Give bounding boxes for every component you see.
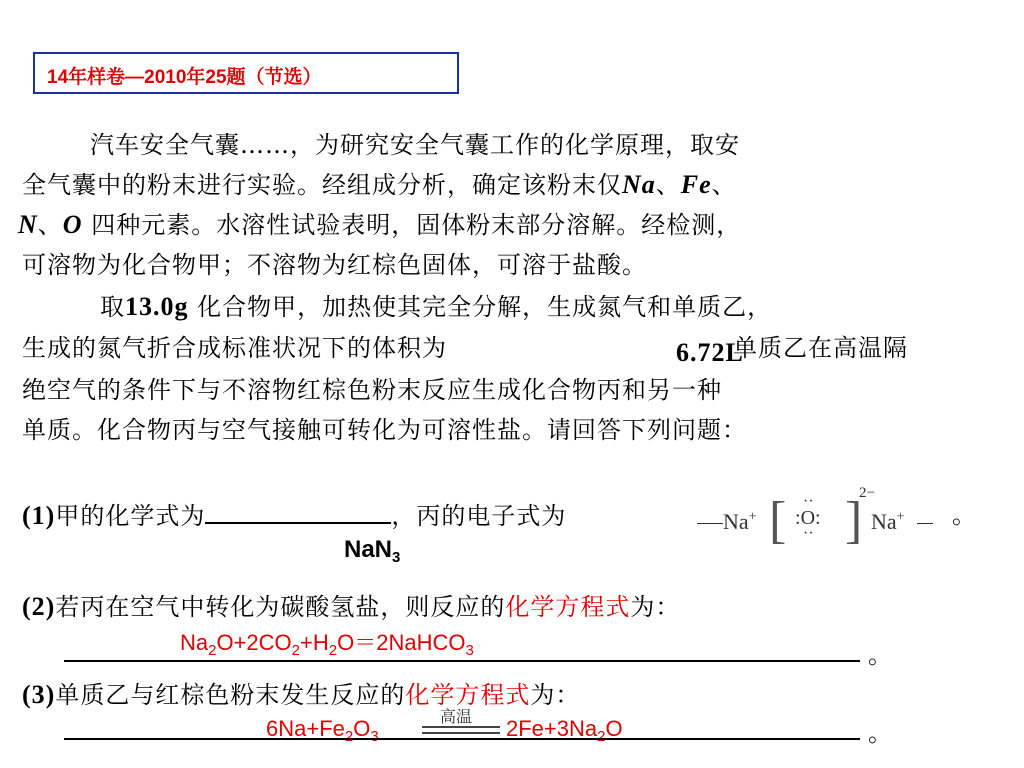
q3-end-mark: 。 bbox=[868, 719, 893, 747]
right-bracket: ] bbox=[845, 492, 863, 549]
sodium-ion: Na+ bbox=[723, 509, 757, 534]
q1-answer bbox=[344, 536, 400, 566]
question-text: 单质乙与红棕色粉末发生反应的 bbox=[55, 681, 406, 709]
q1-answer-sub: 3 bbox=[392, 549, 401, 566]
passage-text: 全气囊中的粉末进行实验。经组成分析，确定该粉末仅 bbox=[22, 171, 622, 199]
q3-answer-right: $2Fe+3Na_2O$ bbox=[506, 716, 623, 745]
header-tag-box bbox=[33, 52, 459, 94]
element-fe: Fe bbox=[680, 170, 712, 199]
passage-line-7: 绝空气的条件下与不溶物红棕色粉末反应生成化合物丙和另一种 bbox=[22, 376, 722, 404]
question-1 bbox=[22, 500, 566, 531]
header-tag: 14年样卷—2010年25题（节选） bbox=[47, 67, 322, 88]
passage-text: 四种元素。水溶性试验表明，固体粉末部分溶解。经检测， bbox=[82, 211, 742, 239]
q1-end-mark: 。 bbox=[952, 501, 977, 529]
passage-line-6b: 单质乙在高温隔 bbox=[733, 334, 908, 362]
q1-answer-text: NaN bbox=[344, 536, 393, 563]
separator: 、 bbox=[37, 211, 63, 239]
passage-line-3 bbox=[18, 210, 741, 240]
volume-value: 6.72L bbox=[676, 338, 744, 367]
oxygen-atom: :O: bbox=[795, 507, 821, 529]
highlight-text: 化学方程式 bbox=[405, 681, 531, 709]
question-2 bbox=[22, 592, 680, 622]
element-o: O bbox=[62, 210, 83, 239]
q2-end-mark: 。 bbox=[868, 641, 893, 669]
passage-text: 取 bbox=[100, 293, 125, 321]
question-text: 若丙在空气中转化为碳酸氢盐，则反应的 bbox=[55, 593, 506, 621]
passage-line-1: 汽车安全气囊……，为研究安全气囊工作的化学原理，取安 bbox=[90, 131, 740, 159]
highlight-text: 化学方程式 bbox=[505, 593, 631, 621]
separator: 、 bbox=[711, 171, 737, 199]
sodium-ion: Na+ bbox=[871, 509, 905, 534]
question-text: 为： bbox=[630, 593, 681, 621]
question-text: 甲的化学式为 bbox=[55, 502, 206, 530]
question-3 bbox=[22, 680, 580, 710]
mass-value: 13.0g bbox=[125, 292, 189, 321]
passage-line-5 bbox=[100, 292, 772, 322]
answer-line bbox=[64, 738, 860, 740]
separator: 、 bbox=[655, 171, 681, 199]
equals-sign-top bbox=[422, 726, 500, 728]
question-number: (1) bbox=[22, 501, 56, 530]
answer-line bbox=[64, 660, 860, 662]
q3-answer-left: $6Na+Fe_2O_3$ bbox=[266, 716, 379, 745]
passage-text: 化合物甲，加热使其完全分解，生成氮气和单质乙， bbox=[188, 293, 773, 321]
left-bracket: [ bbox=[769, 492, 787, 549]
element-na: Na bbox=[622, 170, 656, 199]
question-number: (3) bbox=[22, 680, 56, 709]
passage-line-8: 单质。化合物丙与空气接触可转化为可溶性盐。请回答下列问题： bbox=[22, 416, 747, 444]
passage-line-6a: 生成的氮气折合成标准状况下的体积为 bbox=[22, 334, 447, 362]
answer-blank bbox=[205, 500, 391, 524]
electron-dots-bottom: ·· bbox=[803, 525, 814, 542]
question-number: (2) bbox=[22, 592, 56, 621]
electron-dots-top: ·· bbox=[803, 493, 814, 510]
question-text: 为： bbox=[530, 681, 581, 709]
charge-label: 2− bbox=[859, 485, 875, 501]
q2-answer: $Na_2O+2CO_2+H_2O=2NaHCO_3$ bbox=[180, 630, 474, 659]
reaction-condition: 高温 bbox=[440, 709, 473, 726]
passage-line-4: 可溶物为化合物甲；不溶物为红棕色固体，可溶于盐酸。 bbox=[22, 251, 647, 279]
element-n: N bbox=[18, 210, 38, 239]
question-text: ，丙的电子式为 bbox=[391, 502, 567, 530]
passage-line-2 bbox=[22, 170, 737, 200]
equals-sign-bottom bbox=[422, 732, 500, 734]
electron-formula bbox=[697, 485, 947, 549]
